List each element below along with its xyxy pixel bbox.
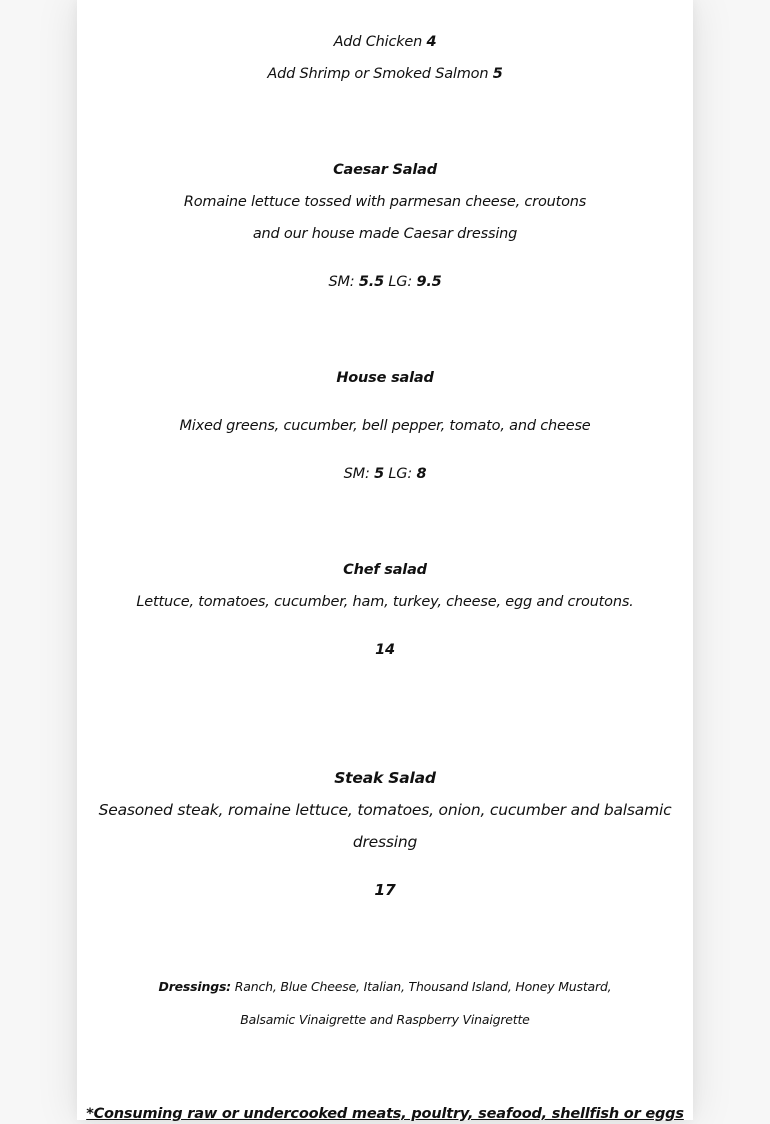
addon-shrimp-price: 5 [492, 66, 503, 82]
steak-desc-line1: Seasoned steak, romaine lettuce, tomatoes, onion, cucumber and balsamic [98, 801, 672, 819]
house-sm-label: SM: [343, 466, 370, 482]
chef-price: 14 [375, 642, 395, 658]
addon-chicken-label: Add Chicken [333, 34, 423, 50]
house-sm-price: 5 [374, 466, 384, 482]
dressings-list-1: Ranch, Blue Cheese, Italian, Thousand Island, Honey Mustard, [234, 979, 612, 994]
chef-desc: Lettuce, tomatoes, cucumber, ham, turkey, cheese, egg and croutons. [136, 594, 634, 610]
menu-page [77, 0, 693, 1120]
caesar-desc-line2: and our house made Caesar dressing [252, 226, 518, 242]
house-lg-label: LG: [388, 466, 413, 482]
addon-chicken [77, 32, 693, 52]
steak-desc-line2: dressing [352, 833, 418, 851]
caesar-desc-line1: Romaine lettuce tossed with parmesan cheese, croutons [183, 194, 587, 210]
house-title: House salad [336, 370, 434, 386]
steak-title: Steak Salad [334, 769, 436, 787]
dressings-label: Dressings: [158, 979, 231, 994]
caesar-title: Caesar Salad [333, 162, 437, 178]
addon-chicken-price: 4 [426, 34, 437, 50]
house-lg-price: 8 [416, 466, 427, 482]
house-desc: Mixed greens, cucumber, bell pepper, tomato, and cheese [179, 418, 591, 434]
addon-shrimp-label: Add Shrimp or Smoked Salmon [267, 66, 489, 82]
consumer-advisory-note: *Consuming raw or undercooked meats, poultry, seafood, shellfish or eggs [86, 1106, 684, 1122]
addon-shrimp [77, 64, 693, 84]
dressings-line2: Balsamic Vinaigrette and Raspberry Vinaigrette [240, 1012, 530, 1027]
caesar-sm-label: SM: [328, 274, 355, 290]
caesar-lg-price: 9.5 [416, 274, 442, 290]
steak-price: 17 [374, 881, 396, 899]
chef-title: Chef salad [343, 562, 427, 578]
caesar-lg-label: LG: [388, 274, 413, 290]
caesar-sm-price: 5.5 [358, 274, 384, 290]
dressings-line1 [77, 977, 693, 997]
caesar-prices [77, 272, 693, 292]
house-prices [77, 464, 693, 484]
